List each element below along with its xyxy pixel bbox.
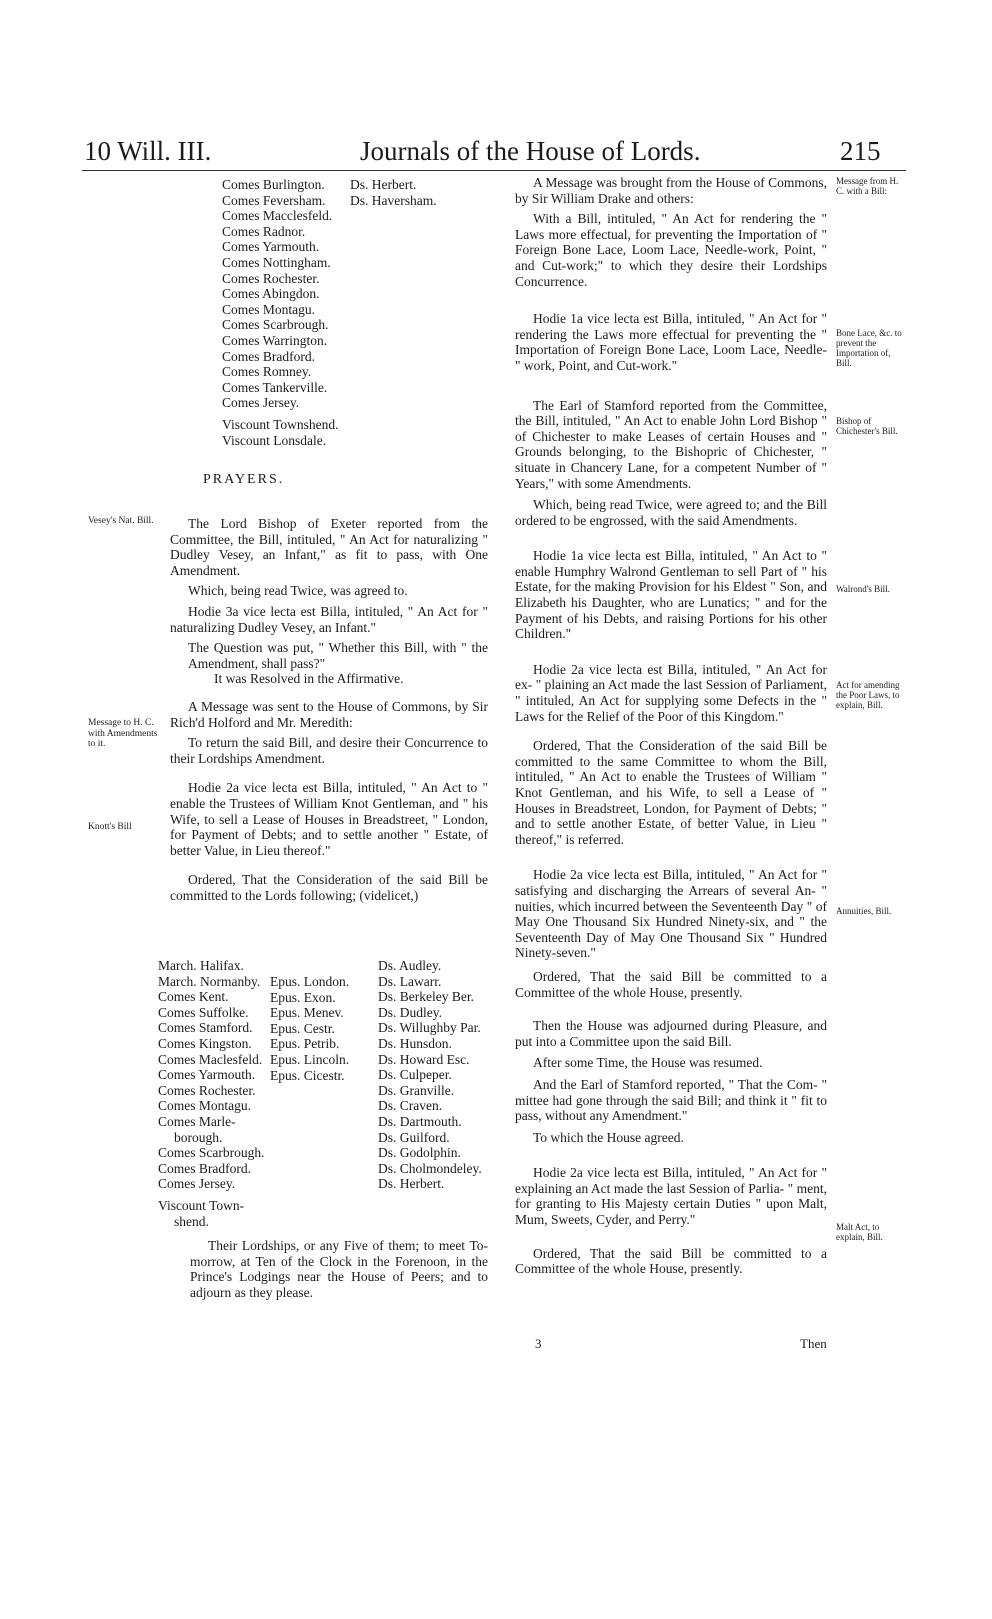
list-item: Comes Radnor. [222, 223, 306, 239]
committee-list-col1 [158, 958, 270, 1229]
list-item: Epus. London. [270, 974, 350, 989]
list-item: Comes Burlington. [222, 177, 325, 192]
list-item: Ds. Godolphin. [378, 1145, 461, 1161]
list-item: Ds. Cholmondeley. [378, 1160, 482, 1176]
margin-note-message-commons: Message from H. C. with a Bill: [836, 176, 899, 196]
list-item: Comes Romney. [222, 364, 312, 380]
list-item: Viscount Townshend. [222, 416, 339, 432]
list-item: March. Normanby. [158, 973, 261, 989]
margin-note-vesey: Vesey's Nat. Bill. [88, 516, 154, 526]
list-item: Epus. Menev. [270, 1005, 344, 1021]
list-item: Comes Marle- [158, 1113, 236, 1129]
list-item: Ds. Guilford. [378, 1129, 450, 1145]
vesey-read: Which, being read Twice, was agreed to. [188, 583, 408, 599]
stamford-report: The Earl of Stamford reported from the Committee, the Bill, intituled, " An Act to enable John Lord Bishop " of Chichester to make Leases of certain Houses and " Grounds belonging, to the Bishopric of Chichester, " situate in Chancery Lane, for a competent Number of " Years," with some Amendments. [515, 397, 827, 491]
with-bill: With a Bill, intituled, " An Act for rendering the " Laws more effectual, for preventing the Importation of " Foreign Bone Lace, Loom Lace, Needle-work, Point, " and Cut-work;" to which they desire their Lordships Concurrence. [515, 211, 827, 289]
margin-note-poor-laws: Act for amending the Poor Laws, to explain, Bill. [836, 680, 900, 710]
ordered-whole-house-1: Ordered, That the said Bill be committed to a Committee of the whole House, presently. [515, 968, 827, 1000]
margin-note-chichester: Bishop of Chichester's Bill. [836, 416, 898, 436]
header-title: Journals of the House of Lords. [360, 136, 701, 166]
annuities-second-reading: Hodie 2a vice lecta est Billa, intituled, " An Act for " satisfying and discharging the Arrears of several An- " nuities, which incurred between the Seventeenth Day " of May One Thousand Six Hundred Ninety-six, and " the Seventeenth Day of May One Thousand Six " Hundred Ninety-seven." [515, 867, 827, 961]
committee-list-col2 [270, 974, 370, 1083]
list-item: Comes Scarbrough. [158, 1145, 265, 1161]
message-sent: A Message was sent to the House of Commons, by Sir Rich'd Holford and Mr. Meredith: [170, 698, 488, 730]
malt-second-reading: Hodie 2a vice lecta est Billa, intituled, " An Act for " explaining an Act made the last Session of Parlia- " ment, for granting to His Majesty certain Duties " upon Malt, Mum, Sweets, Cyder, and Perry." [515, 1165, 827, 1228]
list-item: Ds. Howard Esc. [378, 1051, 470, 1067]
list-item: Comes Montagu. [222, 301, 315, 317]
list-item: Comes Macclesfeld. [222, 208, 333, 224]
list-item: Ds. Haversham. [350, 192, 437, 208]
list-item: Comes Suffolke. [158, 1004, 249, 1020]
list-item: Ds. Herbert. [378, 1176, 445, 1192]
list-item: March. Halifax. [158, 958, 244, 973]
list-item: Comes Jersey. [158, 1176, 236, 1192]
knott-second-reading: Hodie 2a vice lecta est Billa, intituled, " An Act to " enable the Trustees of William Knot Gentleman, and " his Wife, to sell a Lease of Houses in Breadstreet, " London, for Payment of Debts; and to settle another " Estate, of better Value, in Lieu thereof." [170, 780, 488, 858]
message-commons: A Message was brought from the House of Commons, by Sir William Drake and others: [515, 175, 827, 206]
list-item: Comes Bradford. [222, 348, 315, 364]
list-item: Comes Stamford. [158, 1020, 253, 1036]
margin-note-bone-lace: Bone Lace, &c. to prevent the Importation of, Bill. [836, 328, 902, 368]
poor-laws-second-reading: Hodie 2a vice lecta est Billa, intituled, " An Act for ex- " plaining an Act made the last Session of Parliament, " intituled, An Act for supplying some Defects in the " Laws for the Relief of the Poor of this Kingdom." [515, 661, 827, 724]
page-signature: 3 [535, 1336, 542, 1351]
list-item: Epus. Cicestr. [270, 1067, 345, 1083]
resolved: It was Resolved in the Affirmative. [214, 671, 404, 687]
margin-note-knott: Knott's Bill [88, 822, 132, 832]
vesey-report: The Lord Bishop of Exeter reported from the Committee, the Bill, intituled, " An Act for naturalizing " Dudley Vesey, an Infant," as fit to pass, with One Amendment. [170, 516, 488, 578]
peers-list-a-right [350, 177, 470, 208]
catchword: Then [800, 1336, 827, 1351]
ordered-whole-house-2: Ordered, That the said Bill be committed to a Committee of the whole House, presently. [515, 1245, 827, 1277]
list-item: Comes Montagu. [158, 1098, 251, 1114]
list-item: Comes Abingdon. [222, 286, 320, 302]
list-item: Epus. Exon. [270, 989, 336, 1005]
list-item: Ds. Audley. [378, 958, 442, 973]
list-item: Viscount Lonsdale. [222, 432, 327, 448]
list-item: Epus. Petrib. [270, 1036, 340, 1052]
list-item: Ds. Berkeley Ber. [378, 989, 474, 1005]
vesey-third-reading: Hodie 3a vice lecta est Billa, intituled, " An Act for " naturalizing Dudley Vesey, an Infant." [170, 603, 488, 635]
house-resumed: After some Time, the House was resumed. [533, 1055, 763, 1071]
margin-note-malt: Malt Act, to explain, Bill. [836, 1222, 883, 1242]
list-item: Comes Rochester. [222, 270, 320, 286]
committee-list-col3 [378, 958, 493, 1192]
list-item: Ds. Dartmouth. [378, 1113, 462, 1129]
list-item: Comes Nottingham. [222, 254, 331, 270]
margin-note-message: Message to H. C. with Amendments to it. [88, 718, 158, 749]
walrond-first-reading: Hodie 1a vice lecta est Billa, intituled, " An Act to " enable Humphry Walrond Gentleman to sell Part of " his Estate, for the making Provision for his Eldest " Son, and Elizabeth his Daughter, who are Lunatics; " and for the Payment of his Debts, and raising Portions for his other Children." [515, 548, 827, 642]
list-item: borough. [174, 1129, 223, 1145]
list-item: Comes Scarbrough. [222, 317, 329, 333]
question-put: The Question was put, " Whether this Bill, with " the Amendment, shall pass?" [188, 640, 488, 671]
list-item: Comes Kingston. [158, 1035, 252, 1051]
to-return: To return the said Bill, and desire their Concurrence to their Lordships Amendment. [170, 735, 488, 766]
peers-list-a [222, 177, 352, 448]
list-item: shend. [174, 1213, 209, 1229]
bone-lace-first-reading: Hodie 1a vice lecta est Billa, intituled, " An Act for " rendering the Laws more effectual for preventing the " Importation of Foreign Bone Lace, Loom Lace, Needle- " work, Point, and Cut-work." [515, 311, 827, 373]
list-item: Epus. Lincoln. [270, 1051, 350, 1067]
list-item: Comes Rochester. [158, 1082, 256, 1098]
right-body [515, 175, 827, 1277]
ordered-poor-laws: Ordered, That the Consideration of the said Bill be committed to the same Committee to whom the Bill, intituled, " An Act to enable the Trustees of William " Knot Gentleman, and his Wife, to sell a Lease of " Houses in Breadstreet, London, for Payment of Debts; " and to settle another Estate, of better Value, in Lieu " thereof," is referred. [515, 738, 827, 847]
list-item: Comes Jersey. [222, 395, 300, 411]
list-item: Comes Feversham. [222, 192, 326, 208]
list-item: Ds. Craven. [378, 1098, 443, 1114]
margin-note-walrond: Walrond's Bill. [836, 584, 890, 594]
left-body [170, 516, 488, 903]
list-item: Ds. Hunsdon. [378, 1035, 452, 1051]
list-item: Comes Yarmouth. [158, 1067, 256, 1083]
list-item: Comes Kent. [158, 989, 229, 1005]
header-rule [82, 170, 906, 171]
list-item: Comes Warrington. [222, 332, 328, 348]
house-adjourned: Then the House was adjourned during Pleasure, and put into a Committee upon the said Bill. [515, 1018, 827, 1049]
margin-note-annuities: Annuities, Bill. [836, 906, 892, 916]
list-item: Comes Yarmouth. [222, 239, 320, 255]
list-item: Comes Bradford. [158, 1160, 251, 1176]
meeting-instructions: Their Lordships, or any Five of them; to meet To-morrow, at Ten of the Clock in the Forenoon, in the Prince's Lodgings near the House of Peers; and to adjourn as they please. [190, 1238, 488, 1300]
list-item: Comes Tankerville. [222, 379, 328, 395]
list-item: Epus. Cestr. [270, 1020, 335, 1036]
chichester-read: Which, being read Twice, were agreed to; and the Bill ordered to be engrossed, with the said Amendments. [515, 497, 827, 528]
header-regnal-year: 10 Will. III. [84, 136, 212, 166]
list-item: Ds. Dudley. [378, 1004, 442, 1020]
list-item: Ds. Lawarr. [378, 973, 442, 989]
list-item: Ds. Granville. [378, 1082, 455, 1098]
list-item: Ds. Willughby Par. [378, 1020, 481, 1036]
stamford-reported-through: And the Earl of Stamford reported, " That the Com- " mittee had gone through the said Bill; and think it " fit to pass, without any Amendment." [515, 1076, 827, 1124]
ordered-committee: Ordered, That the Consideration of the said Bill be committed to the Lords following; (videlicet,) [170, 872, 488, 903]
prayers-heading: PRAYERS. [203, 472, 285, 487]
list-item: Comes Maclesfeld. [158, 1051, 263, 1067]
list-item: Ds. Culpeper. [378, 1067, 452, 1083]
header-page-number: 215 [840, 136, 881, 166]
list-item: Viscount Town- [158, 1197, 245, 1213]
house-agreed: To which the House agreed. [533, 1129, 684, 1145]
list-item: Ds. Herbert. [350, 177, 417, 192]
